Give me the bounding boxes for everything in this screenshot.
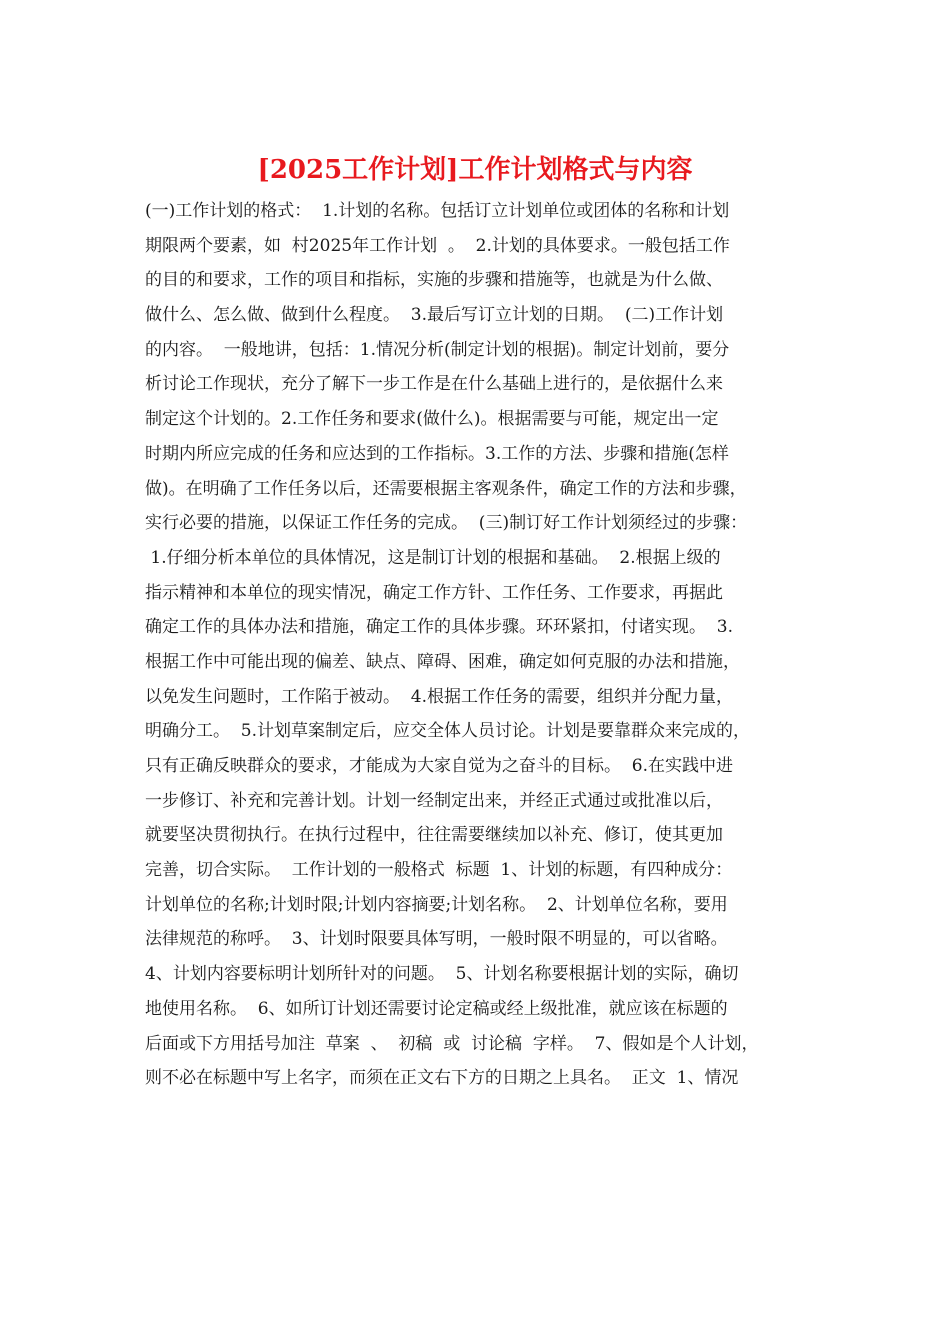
paragraph-line: 的目的和要求，工作的项目和指标，实施的步骤和措施等，也就是为什么做、	[145, 270, 723, 291]
paragraph-line: 1.仔细分析本单位的具体情况，这是制订计划的根据和基础。 2.根据上级的	[145, 547, 721, 568]
paragraph-line: 则不必在标题中写上名字，而须在正文右下方的日期之上具名。 正文 1、情况	[145, 1068, 739, 1089]
paragraph-line: 期限两个要素，如 村2025年工作计划 。 2.计划的具体要求。一般包括工作	[145, 235, 730, 256]
paragraph-line: 做什么、怎么做、做到什么程度。 3.最后写订立计划的日期。 (二)工作计划	[145, 305, 724, 326]
paragraph-line: 析讨论工作现状，充分了解下一步工作是在什么基础上进行的，是依据什么来	[145, 374, 723, 395]
paragraph-line: 只有正确反映群众的要求，才能成为大家自觉为之奋斗的目标。 6.在实践中进	[145, 756, 734, 776]
paragraph-line: 一步修订、补充和完善计划。计划一经制定出来，并经正式通过或批准以后，	[145, 790, 723, 811]
paragraph-line: 明确分工。 5.计划草案制定后，应交全体人员讨论。计划是要靠群众来完成的，	[145, 721, 751, 742]
paragraph-line: 地使用名称。 6、如所订计划还需要讨论定稿或经上级批准，就应该在标题的	[145, 998, 728, 1019]
paragraph-line: 制定这个计划的。2.工作任务和要求(做什么)。根据需要与可能，规定出一定	[145, 409, 719, 430]
paragraph-line: 后面或下方用括号加注 草案 、 初稿 或 讨论稿 字样。 7、假如是个人计划，	[145, 1033, 759, 1054]
paragraph-line: (一)工作计划的格式： 1.计划的名称。包括订立计划单位或团体的名称和计划	[145, 201, 730, 221]
paragraph-line: 法律规范的称呼。 3、计划时限要具体写明，一般时限不明显的，可以省略。	[145, 929, 728, 950]
document-body	[145, 194, 835, 1096]
paragraph-line: 确定工作的具体办法和措施，确定工作的具体步骤。环环紧扣，付诸实现。 3.	[145, 617, 734, 638]
document-title: [2025工作计划]工作计划格式与内容	[257, 155, 693, 185]
paragraph-line: 以免发生问题时，工作陷于被动。 4.根据工作任务的需要，组织并分配力量，	[145, 686, 734, 707]
paragraph-line: 就要坚决贯彻执行。在执行过程中，往往需要继续加以补充、修订，使其更加	[145, 825, 723, 846]
paragraph-line: 做)。在明确了工作任务以后，还需要根据主客观条件，确定工作的方法和步骤，	[145, 478, 747, 499]
paragraph-line: 4、计划内容要标明计划所针对的问题。 5、计划名称要根据计划的实际，确切	[145, 964, 739, 985]
paragraph-line: 实行必要的措施，以保证工作任务的完成。 (三)制订好工作计划须经过的步骤：	[145, 513, 748, 534]
paragraph-line: 计划单位的名称;计划时限;计划内容摘要;计划名称。 2、计划单位名称，要用	[145, 894, 728, 915]
paragraph-line: 的内容。 一般地讲，包括：1.情况分析(制定计划的根据)。制定计划前，要分	[145, 339, 730, 360]
paragraph-line: 根据工作中可能出现的偏差、缺点、障碍、困难，确定如何克服的办法和措施，	[145, 651, 740, 672]
paragraph-line: 指示精神和本单位的现实情况，确定工作方针、工作任务、工作要求，再据此	[145, 582, 723, 603]
paragraph-line: 时期内所应完成的任务和应达到的工作指标。3.工作的方法、步骤和措施(怎样	[145, 443, 729, 464]
paragraph-line: 完善，切合实际。 工作计划的一般格式 标题 1、计划的标题，有四种成分：	[145, 860, 733, 881]
